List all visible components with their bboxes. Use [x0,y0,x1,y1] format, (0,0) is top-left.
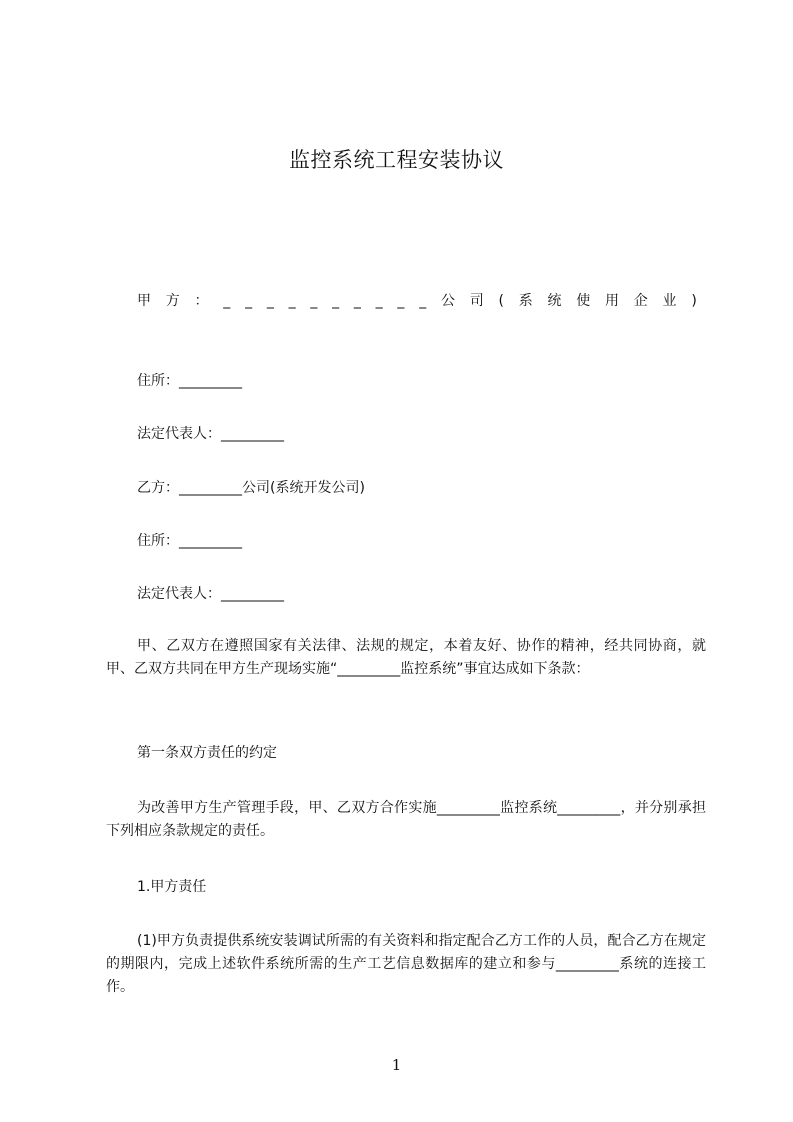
party-a-header-char: _ [332,293,340,309]
party-a-header-char: _ [245,293,253,309]
party-a-address: 住所：_________ [137,373,242,389]
party-b-line: 乙方：_________公司(系统开发公司) [137,480,365,496]
party-a-header-char: 司 [469,293,484,309]
party-a-header-char: _ [419,293,427,309]
party-a-header-char: _ [288,293,296,309]
section-1-heading: 1.甲方责任 [137,879,207,895]
party-a-header-char: _ [223,293,231,309]
party-a-header-char: 系 [518,293,533,309]
clause-1-paragraph: (1)甲方负责提供系统安装调试所需的有关资料和指定配合乙方工作的人员，配合乙方在规定的期限内，完成上述软件系统所需的生产工艺信息数据库的建立和参与_________系统的连接工作。 [106,933,706,995]
article-1-body: 为改善甲方生产管理手段，甲、乙双方合作实施_________监控系统_________，并分别承担下列相应条款规定的责任。 [106,800,706,839]
party-a-header [137,291,697,311]
party-a-header-char: ( [498,293,504,309]
party-a-representative: 法定代表人：_________ [137,426,284,442]
party-a-header-char: 企 [633,293,648,309]
party-b-address: 住所：_________ [137,533,242,549]
party-a-header-char: 统 [547,293,562,309]
party-a-header-char: _ [266,293,274,309]
party-a-header-char: _ [375,293,383,309]
party-a-header-char: 公 [440,293,455,309]
party-a-header-char: 甲 [137,293,151,309]
party-a-header-char: _ [353,293,361,309]
party-a-header-char: 使 [576,293,591,309]
party-a-header-char: ) [691,293,697,309]
party-a-header-char: _ [310,293,318,309]
page-number: 1 [391,1056,402,1074]
party-a-header-char: ： [194,293,209,309]
party-a-header-char: 业 [662,293,677,309]
preamble-paragraph: 甲、乙双方在遵照国家有关法律、法规的规定，本着友好、协作的精神，经共同协商，就甲、乙双方共同在甲方生产现场实施“_________监控系统”事宜达成如下条款： [106,638,706,677]
party-a-header-char: 方 [165,293,180,309]
party-b-representative: 法定代表人：_________ [137,586,284,602]
article-1-heading: 第一条双方责任的约定 [137,745,277,761]
document-title: 监控系统工程安装协议 [289,148,504,172]
party-a-header-char: _ [397,293,405,309]
party-a-header-char: 用 [605,293,620,309]
